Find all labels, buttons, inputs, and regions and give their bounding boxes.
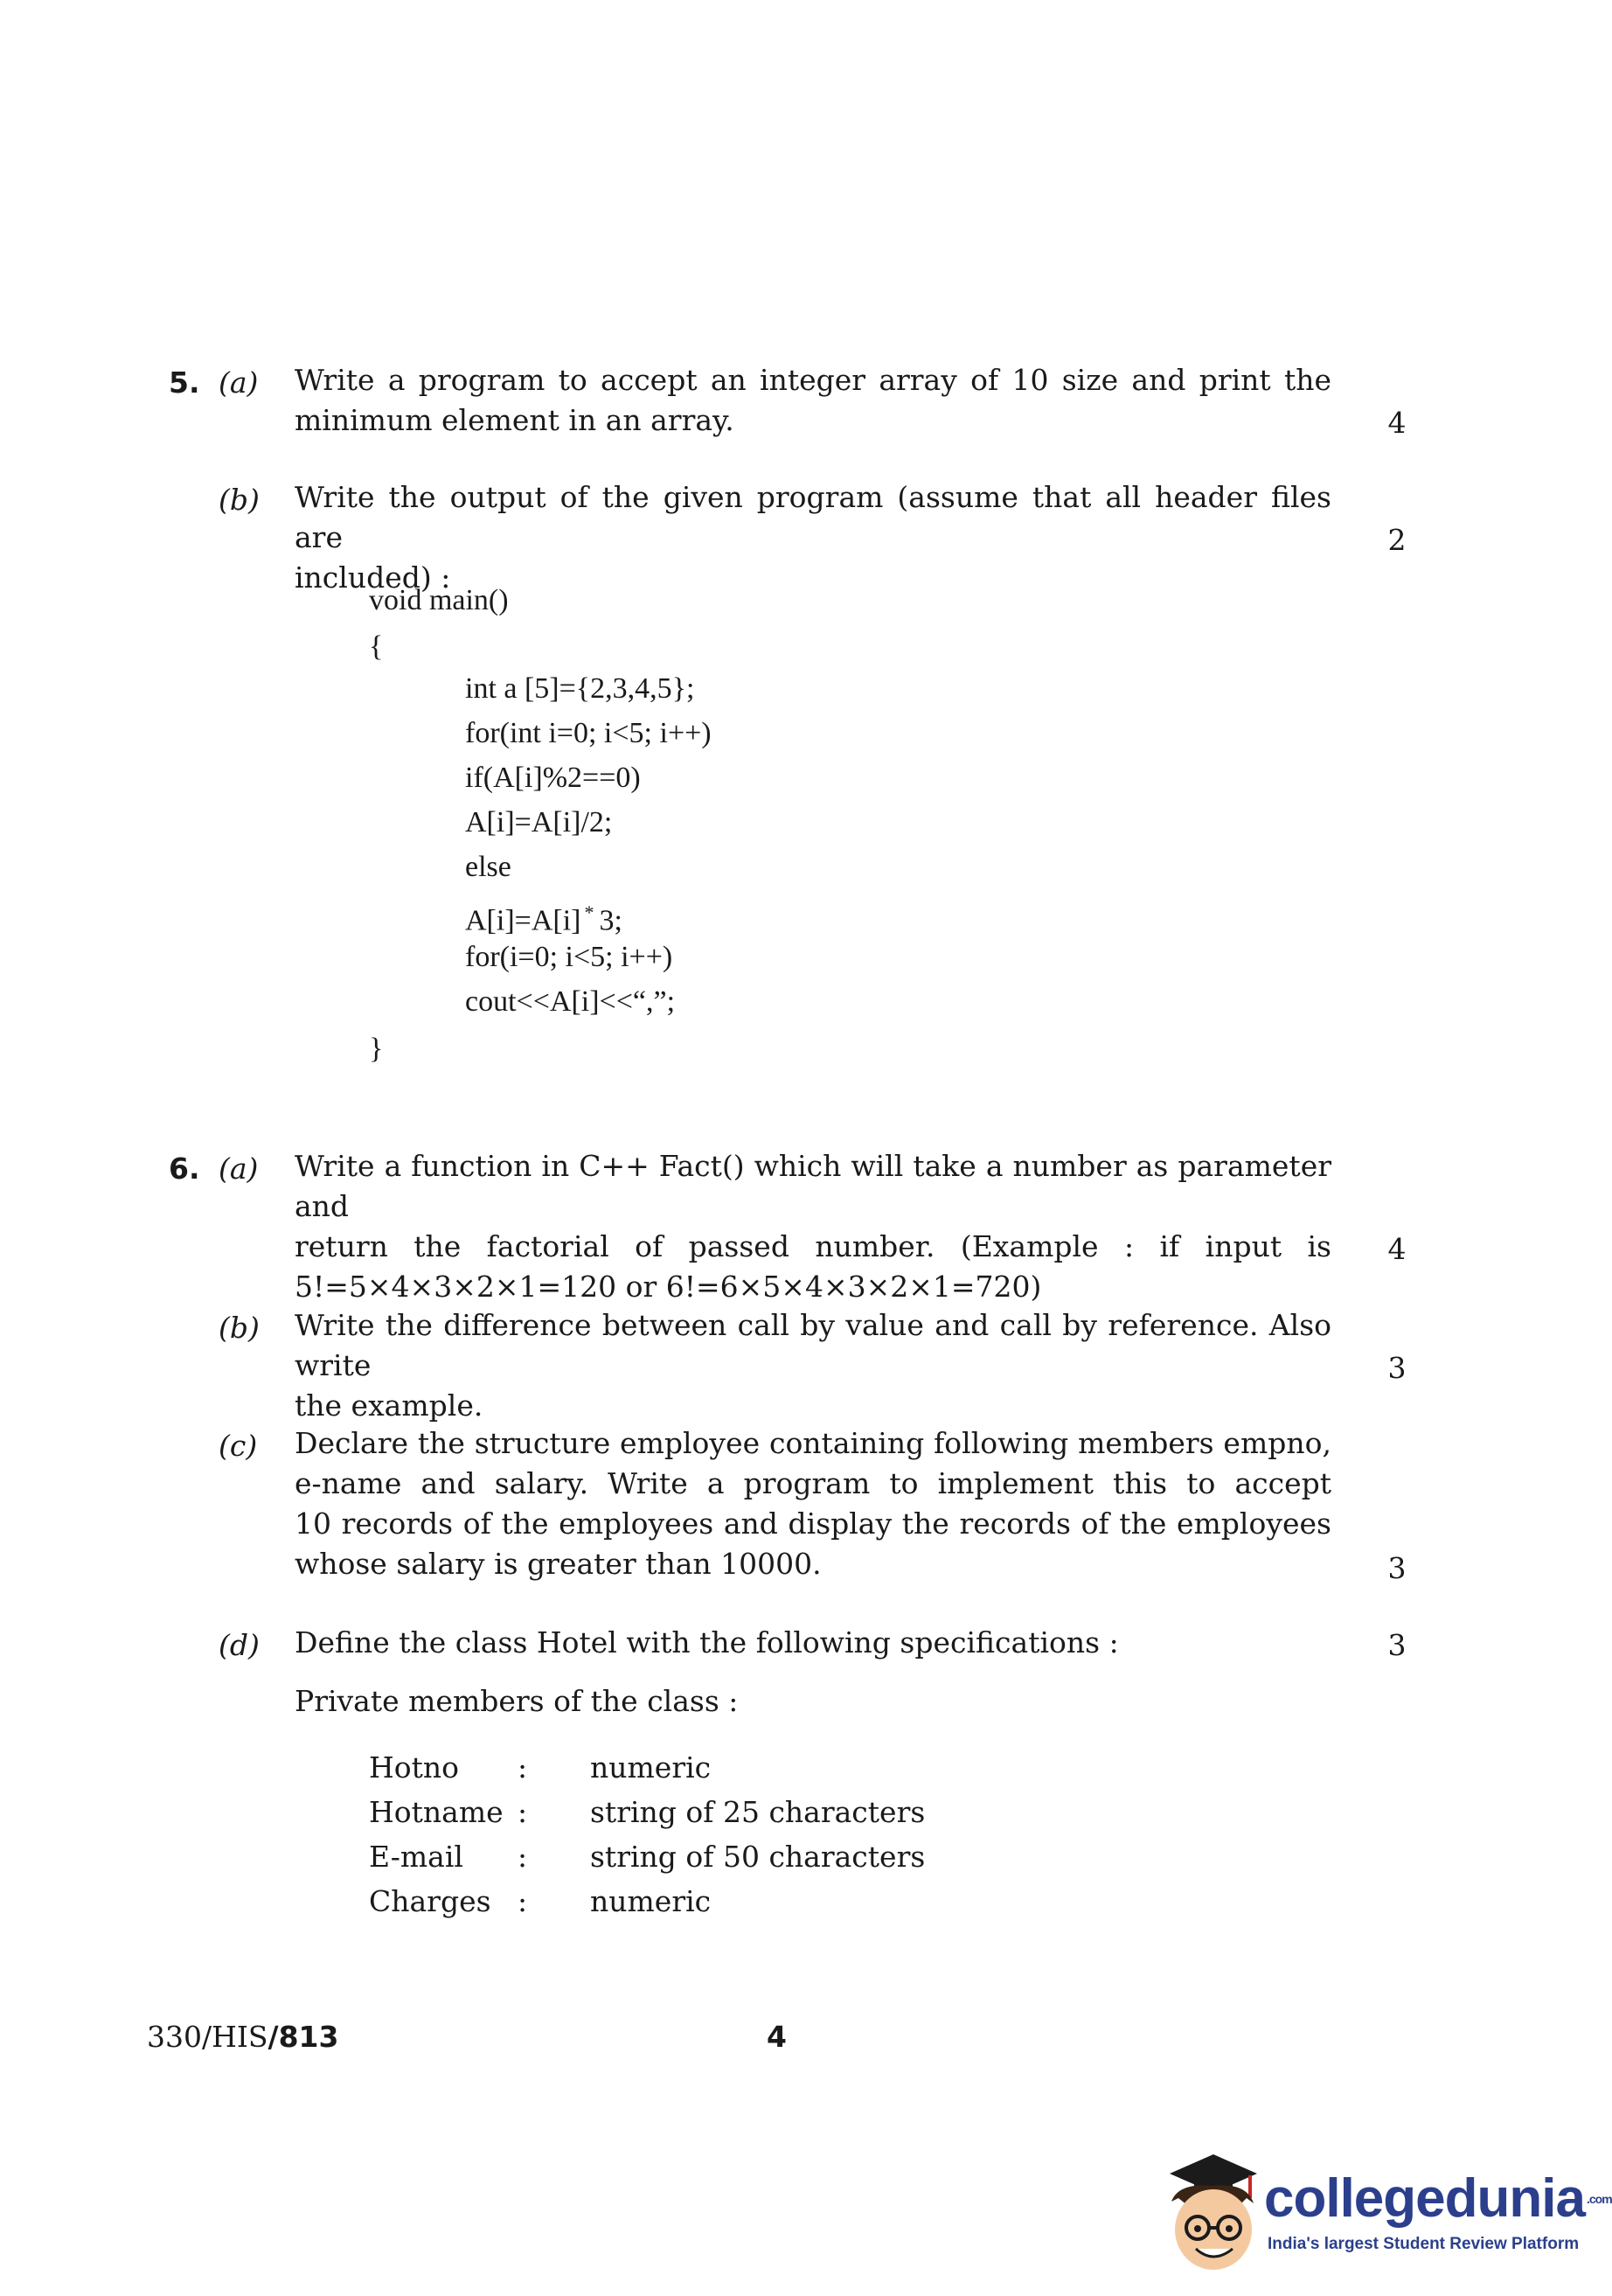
member-name: E-mail	[369, 1840, 463, 1874]
logo-suffix: .com	[1586, 2192, 1612, 2206]
collegedunia-logo	[1152, 2147, 1612, 2287]
q5-number: 5.	[169, 365, 200, 400]
q6d-label: (d)	[219, 1628, 260, 1662]
paper-code-prefix: 330/HIS	[147, 2020, 268, 2054]
q6c-line4: whose salary is greater than 10000.	[295, 1547, 822, 1581]
code-line-6	[465, 895, 622, 938]
q6c-line2: e-name and salary. Write a program to implement this to accept	[295, 1466, 1331, 1500]
q6a-label: (a)	[219, 1151, 259, 1186]
q6a-marks: 4	[1387, 1232, 1407, 1266]
q5a-line2: minimum element in an array.	[295, 403, 734, 437]
q6b-line1: Write the difference between call by value and call by reference. Also write	[295, 1308, 1331, 1382]
q6c-line1: Declare the structure employee containing following members empno,	[295, 1426, 1331, 1460]
q6a-line1: Write a function in C++ Fact() which will take a number as parameter and	[295, 1149, 1331, 1223]
paper-code	[147, 2020, 338, 2054]
code-line-7: for(i=0; i<5; i++)	[465, 941, 673, 973]
code-brace-open: {	[369, 630, 384, 663]
q6c-label: (c)	[219, 1429, 258, 1463]
logo-wordmark	[1264, 2168, 1612, 2230]
q6d-marks: 3	[1387, 1628, 1407, 1662]
q5b-line1: Write the output of the given program (assume that all header files are	[295, 480, 1331, 554]
code-line-3: if(A[i]%2==0)	[465, 762, 641, 794]
code-line-2: for(int i=0; i<5; i++)	[465, 717, 712, 749]
logo-tagline: India's largest Student Review Platform	[1268, 2235, 1580, 2253]
code-void-main: void main()	[369, 584, 509, 616]
code-brace-close: }	[369, 1033, 384, 1065]
member-type: string of 25 characters	[590, 1795, 926, 1829]
paper-code-bold: /813	[268, 2020, 339, 2054]
code-line-6b: 3;	[599, 904, 622, 937]
code-line-4: A[i]=A[i]/2;	[465, 806, 613, 838]
q6c-marks: 3	[1387, 1551, 1407, 1585]
q6b-line2: the example.	[295, 1388, 483, 1423]
q6d-line1: Define the class Hotel with the following specifications :	[295, 1625, 1119, 1659]
q6a-line3: 5!=5×4×3×2×1=120 or 6!=6×5×4×3×2×1=720)	[295, 1270, 1042, 1304]
member-sep: :	[518, 1750, 528, 1785]
mascot-icon	[1152, 2147, 1266, 2279]
code-line-5: else	[465, 851, 511, 883]
q6c-text	[295, 1423, 1331, 1584]
member-type: numeric	[590, 1750, 712, 1785]
q6a-line2: return the factorial of passed number. (Example : if input is	[295, 1229, 1331, 1263]
member-sep: :	[518, 1795, 528, 1829]
q6b-text	[295, 1305, 1331, 1426]
q6c-line3: 10 records of the employees and display the records of the employees	[295, 1506, 1331, 1541]
q5a-label: (a)	[219, 365, 259, 400]
page-number: 4	[767, 2020, 787, 2054]
q6b-label: (b)	[219, 1311, 260, 1345]
q5a-marks: 4	[1387, 406, 1407, 440]
code-line-6a: A[i]=A[i]	[465, 904, 581, 937]
member-sep: :	[518, 1884, 528, 1918]
q5a-text	[295, 360, 1331, 441]
logo-name: collegedunia	[1264, 2168, 1585, 2229]
member-name: Hotname	[369, 1795, 504, 1829]
member-name: Hotno	[369, 1750, 460, 1785]
q6-number: 6.	[169, 1151, 200, 1186]
code-line-1: int a [5]={2,3,4,5};	[465, 672, 695, 705]
q6d-private-heading: Private members of the class :	[295, 1684, 739, 1718]
member-type: numeric	[590, 1884, 712, 1918]
q5b-text	[295, 477, 1331, 598]
q6b-marks: 3	[1387, 1351, 1407, 1385]
member-name: Charges	[369, 1884, 491, 1918]
q5a-line1: Write a program to accept an integer array of 10 size and print the	[295, 363, 1331, 397]
member-type: string of 50 characters	[590, 1840, 926, 1874]
member-sep: :	[518, 1840, 528, 1874]
q5b-marks: 2	[1387, 523, 1407, 557]
code-line-6-star: *	[584, 901, 594, 923]
q5b-line2: included) :	[295, 560, 451, 595]
code-line-8: cout<<A[i]<<“,”;	[465, 985, 676, 1018]
q6a-text	[295, 1146, 1331, 1307]
q5b-label: (b)	[219, 483, 260, 517]
